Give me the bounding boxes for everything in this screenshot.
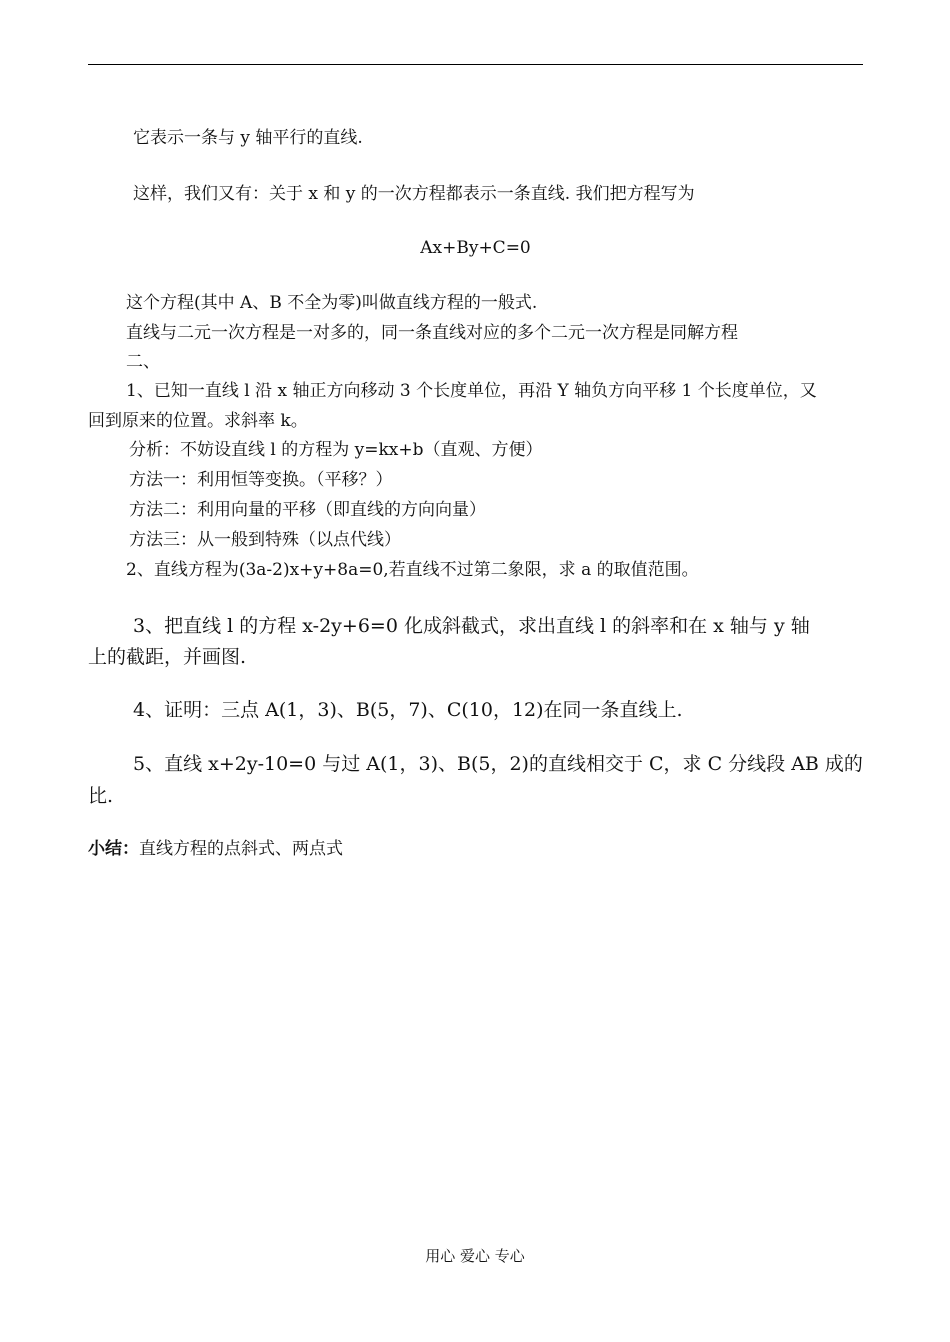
general-form-equation: Ax+By+C=0: [420, 238, 531, 258]
summary-line: [88, 838, 343, 860]
text-line-equivalent-equations: 直线与二元一次方程是一对多的，同一条直线对应的多个二元一次方程是同解方程: [126, 323, 738, 343]
method-three-line: 方法三：从一般到特殊（以点代线）: [129, 530, 401, 550]
problem-2-line: 2、直线方程为(3a-2)x+y+8a=0,若直线不过第二象限，求 a 的取值范围。: [126, 560, 699, 580]
summary-text: 直线方程的点斜式、两点式: [139, 839, 343, 859]
text-line-parallel-y-axis: 它表示一条与 y 轴平行的直线.: [133, 128, 363, 148]
problem-3-line-2: 上的截距，并画图.: [88, 646, 247, 668]
text-line-linear-equation: 这样，我们又有：关于 x 和 y 的一次方程都表示一条直线. 我们把方程写为: [133, 184, 695, 204]
problem-3-line-1: 3、把直线 l 的方程 x-2y+6=0 化成斜截式，求出直线 l 的斜率和在 x 轴与 y 轴: [133, 615, 810, 637]
summary-label: 小结：: [88, 839, 139, 859]
problem-5-line-1: 5、直线 x+2y-10=0 与过 A(1，3)、B(5，2)的直线相交于 C，求 C 分线段 AB 成的: [133, 753, 863, 775]
analysis-line: 分析：不妨设直线 l 的方程为 y=kx+b（直观、方便）: [129, 440, 543, 460]
header-rule: [88, 64, 863, 65]
page-footer: 用心 爱心 专心: [425, 1247, 525, 1265]
section-heading-two: 二、: [126, 352, 160, 372]
problem-4-line: 4、证明：三点 A(1，3)、B(5，7)、C(10，12)在同一条直线上.: [133, 699, 683, 721]
problem-1-line-2: 回到原来的位置。求斜率 k。: [88, 411, 308, 431]
text-line-general-form: 这个方程(其中 A、B 不全为零)叫做直线方程的一般式.: [126, 293, 538, 313]
method-one-line: 方法一：利用恒等变换。（平移？）: [129, 470, 393, 490]
problem-5-line-2: 比.: [88, 785, 114, 807]
method-two-line: 方法二：利用向量的平移（即直线的方向向量）: [129, 500, 486, 520]
problem-1-line-1: 1、已知一直线 l 沿 x 轴正方向移动 3 个长度单位，再沿 Y 轴负方向平移 1 个长度单位，又: [126, 381, 817, 401]
